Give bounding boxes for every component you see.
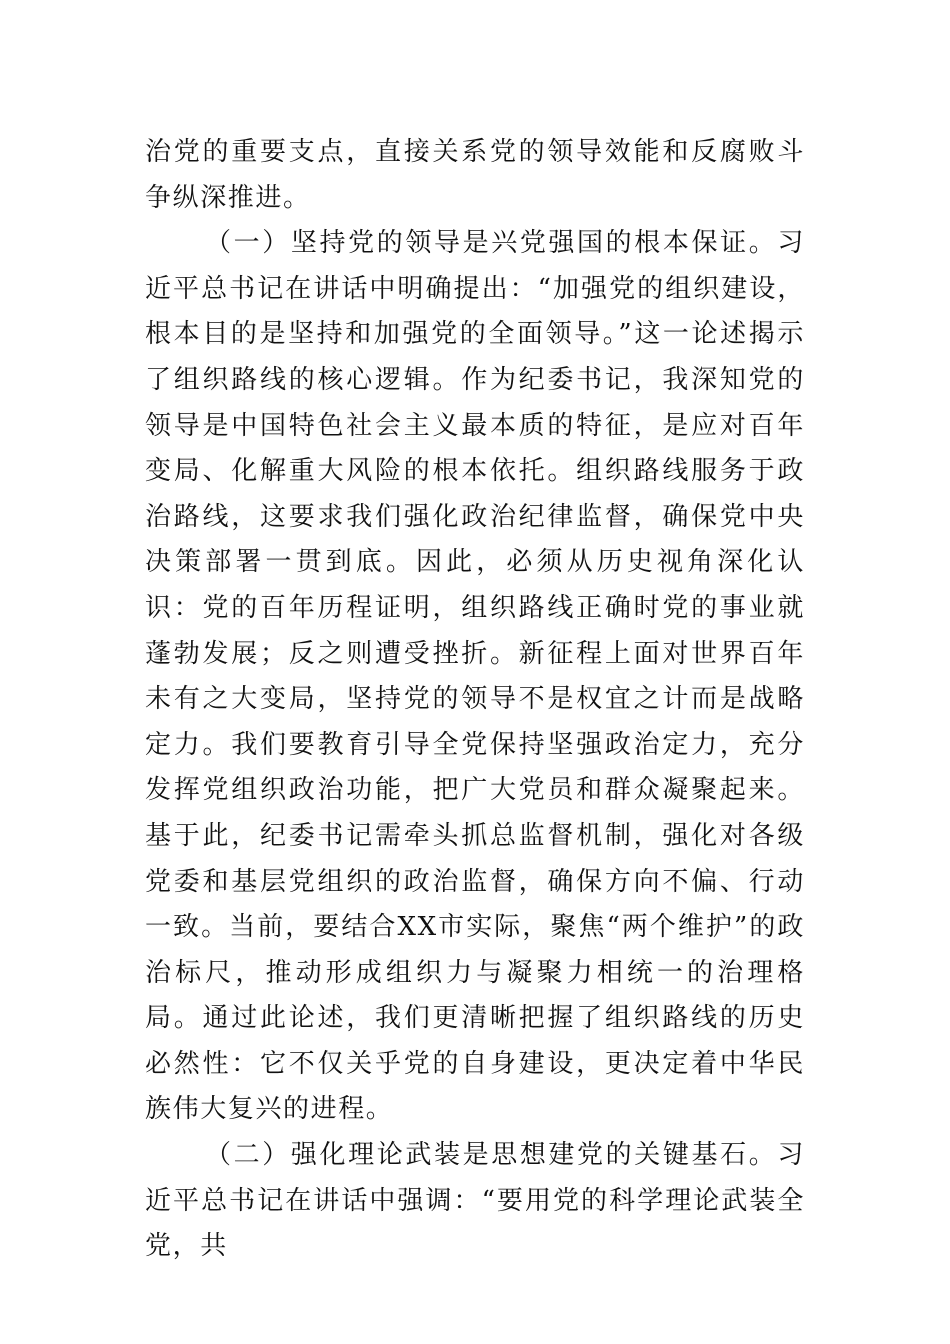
document-body	[145, 130, 805, 1270]
paragraph-section-two: （二）强化理论武装是思想建党的关键基石。习近平总书记在讲话中强调：“要用党的科学理论武装全党，共	[145, 1140, 805, 1262]
paragraph-continuation: 治党的重要支点，直接关系党的领导效能和反腐败斗争纵深推进。	[145, 137, 805, 213]
paragraph-section-one: （一）坚持党的领导是兴党强国的根本保证。习近平总书记在讲话中明确提出：“加强党的组织建设，根本目的是坚持和加强党的全面领导。”这一论述揭示了组织路线的核心逻辑。作为纪委书记，我深知党的领导是中国特色社会主义最本质的特征，是应对百年变局、化解重大风险的根本依托。组织路线服务于政治路线，这要求我们强化政治纪律监督，确保党中央决策部署一贯到底。因此，必须从历史视角深化认识：党的百年历程证明，组织路线正确时党的事业就蓬勃发展；反之则遭受挫折。新征程上面对世界百年未有之大变局，坚持党的领导不是权宜之计而是战略定力。我们要教育引导全党保持坚强政治定力，充分发挥党组织政治功能，把广大党员和群众凝聚起来。基于此，纪委书记需牵头抓总监督机制，强化对各级党委和基层党组织的政治监督，确保方向不偏、行动一致。当前，要结合XX市实际，聚焦“两个维护”的政治标尺，推动形成组织力与凝聚力相统一的治理格局。通过此论述，我们更清晰把握了组织路线的历史必然性：它不仅关乎党的自身建设，更决定着中华民族伟大复兴的进程。	[145, 228, 805, 1125]
